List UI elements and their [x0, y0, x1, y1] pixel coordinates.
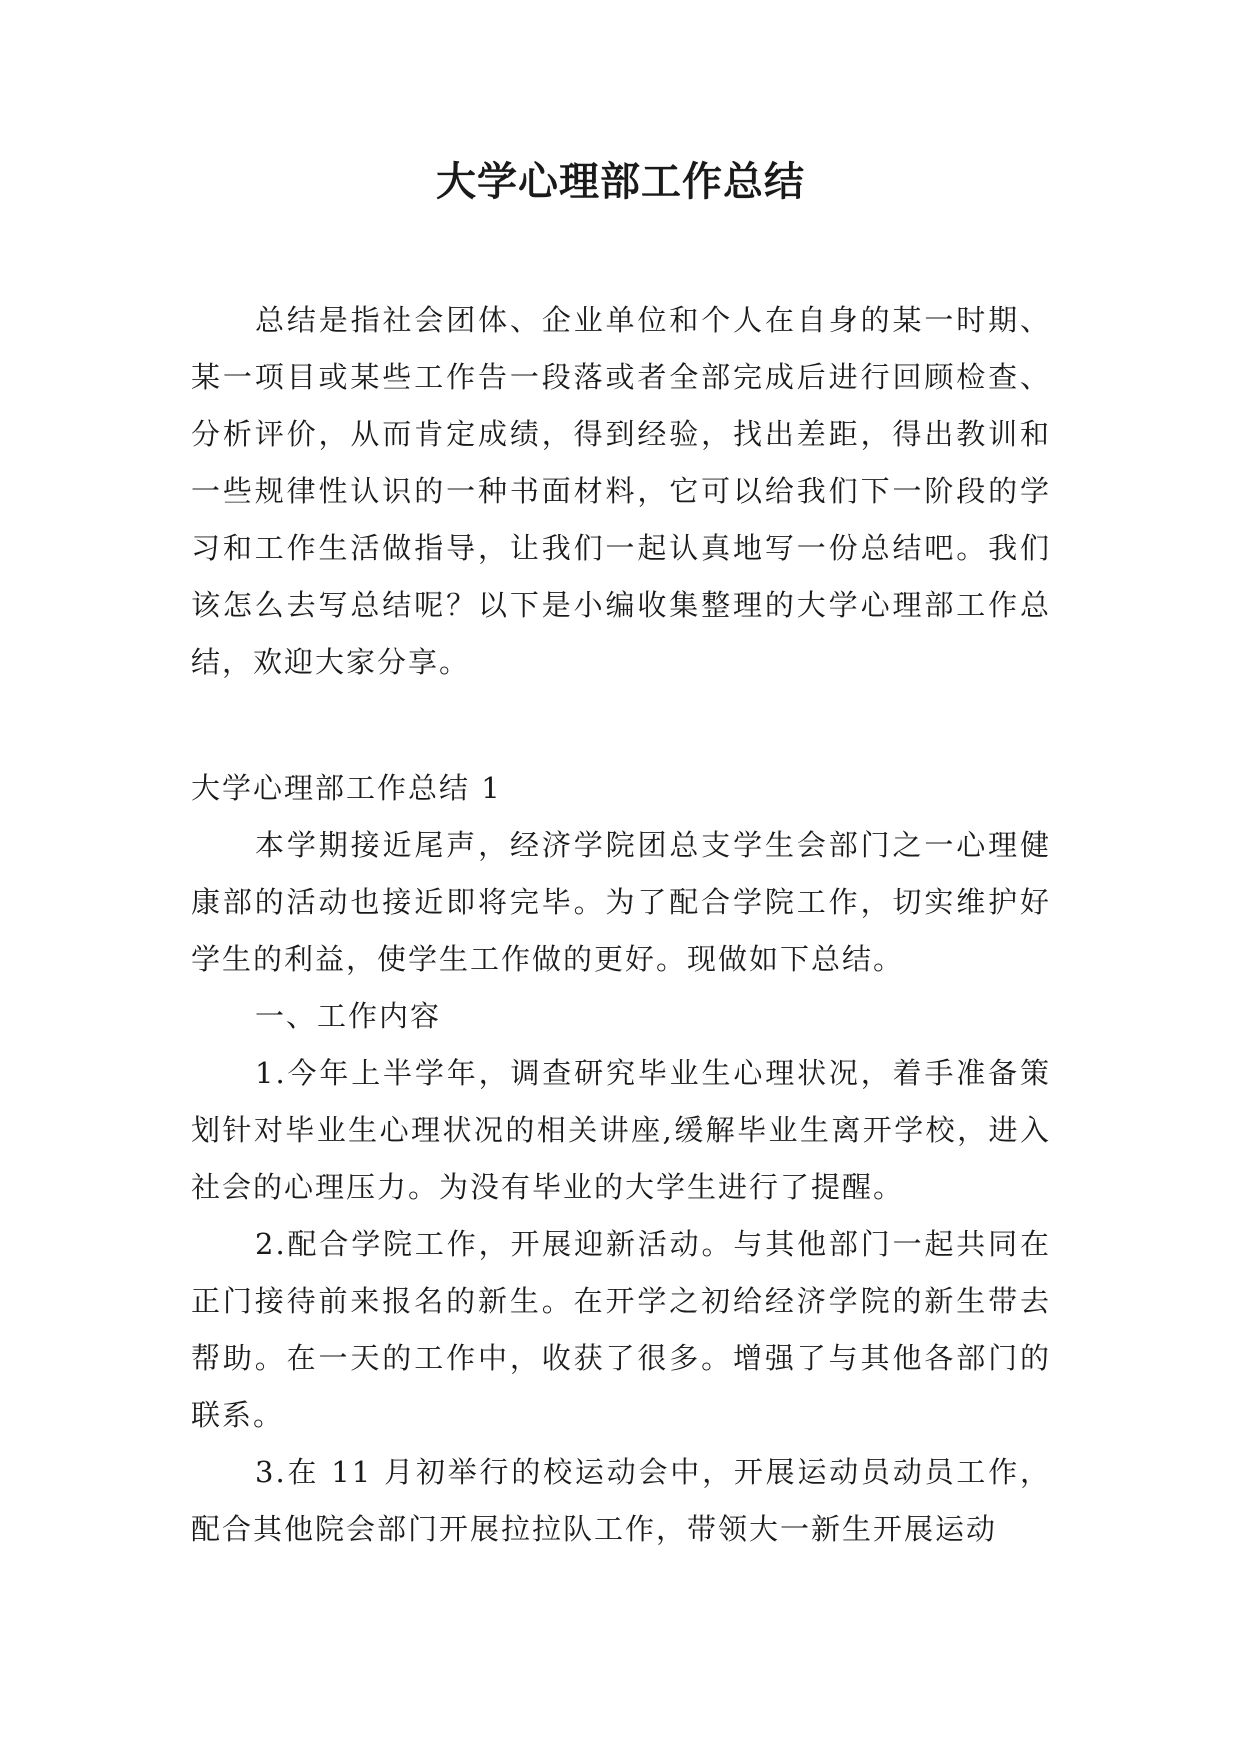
section-heading: 大学心理部工作总结 1 — [191, 771, 502, 805]
paragraph-item-2: 2.配合学院工作，开展迎新活动。与其他部门一起共同在正门接待前来报名的新生。在开学之初给经济学院的新生带去帮助。在一天的工作中，收获了很多。增强了与其他各部门的联系。 — [191, 1227, 1051, 1432]
section-1 — [191, 760, 1051, 1558]
document-title: 大学心理部工作总结 — [436, 158, 805, 205]
paragraph-work-content-heading: 一、工作内容 — [255, 999, 442, 1033]
paragraph-1: 本学期接近尾声，经济学院团总支学生会部门之一心理健康部的活动也接近即将完毕。为了配合学院工作，切实维护好学生的利益，使学生工作做的更好。现做如下总结。 — [191, 828, 1051, 976]
paragraph-item-1: 1.今年上半学年，调查研究毕业生心理状况，着手准备策划针对毕业生心理状况的相关讲座,缓解毕业生离开学校，进入社会的心理压力。为没有毕业的大学生进行了提醒。 — [191, 1056, 1051, 1204]
intro-section — [191, 292, 1051, 691]
paragraph-item-3: 3.在 11 月初举行的校运动会中，开展运动员动员工作，配合其他院会部门开展拉拉队工作，带领大一新生开展运动 — [191, 1455, 1051, 1546]
intro-paragraph: 总结是指社会团体、企业单位和个人在自身的某一时期、某一项目或某些工作告一段落或者全部完成后进行回顾检查、分析评价，从而肯定成绩，得到经验，找出差距，得出教训和一些规律性认识的一种书面材料，它可以给我们下一阶段的学习和工作生活做指导，让我们一起认真地写一份总结吧。我们该怎么去写总结呢？以下是小编收集整理的大学心理部工作总结，欢迎大家分享。 — [191, 303, 1051, 679]
